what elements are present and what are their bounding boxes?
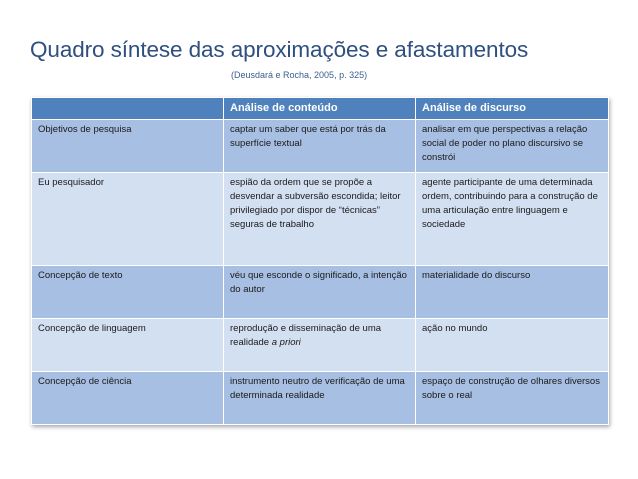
- table-row: [32, 120, 609, 173]
- header-cell-analise-discurso: Análise de discurso: [416, 98, 609, 120]
- cell-discurso: ação no mundo: [416, 319, 609, 372]
- row-label: Eu pesquisador: [32, 173, 224, 266]
- citation: (Deusdará e Rocha, 2005, p. 325): [231, 70, 368, 80]
- cell-conteudo: [224, 319, 416, 372]
- cell-discurso: agente participante de uma determinada ordem, contribuindo para a construção de uma articulação entre linguagem e sociedade: [416, 173, 609, 266]
- header-cell-analise-conteudo: Análise de conteúdo: [224, 98, 416, 120]
- cell-conteudo: instrumento neutro de verificação de uma determinada realidade: [224, 372, 416, 425]
- row-label: Concepção de texto: [32, 266, 224, 319]
- synthesis-table: [31, 97, 609, 425]
- table-row: [32, 266, 609, 319]
- row-label: Concepção de ciência: [32, 372, 224, 425]
- table-row: [32, 372, 609, 425]
- row-label: Concepção de linguagem: [32, 319, 224, 372]
- cell-conteudo: véu que esconde o significado, a intenção do autor: [224, 266, 416, 319]
- cell-conteudo: espião da ordem que se propõe a desvendar a subversão escondida; leitor privilegiado por dispor de “técnicas” seguras de trabalho: [224, 173, 416, 266]
- cell-conteudo: captar um saber que está por trás da superfície textual: [224, 120, 416, 173]
- cell-discurso: analisar em que perspectivas a relação social de poder no plano discursivo se constrói: [416, 120, 609, 173]
- page-title: Quadro síntese das aproximações e afastamentos: [30, 37, 529, 62]
- table-row: [32, 319, 609, 372]
- table-row: [32, 173, 609, 266]
- cell-discurso: espaço de construção de olhares diversos sobre o real: [416, 372, 609, 425]
- cell-discurso: materialidade do discurso: [416, 266, 609, 319]
- header-cell-empty: [32, 98, 224, 120]
- cell-conteudo-text: reprodução e disseminação de uma realidade: [230, 323, 382, 348]
- row-label: Objetivos de pesquisa: [32, 120, 224, 173]
- table-header-row: [32, 98, 609, 120]
- cell-conteudo-emphasis: a priori: [271, 337, 301, 348]
